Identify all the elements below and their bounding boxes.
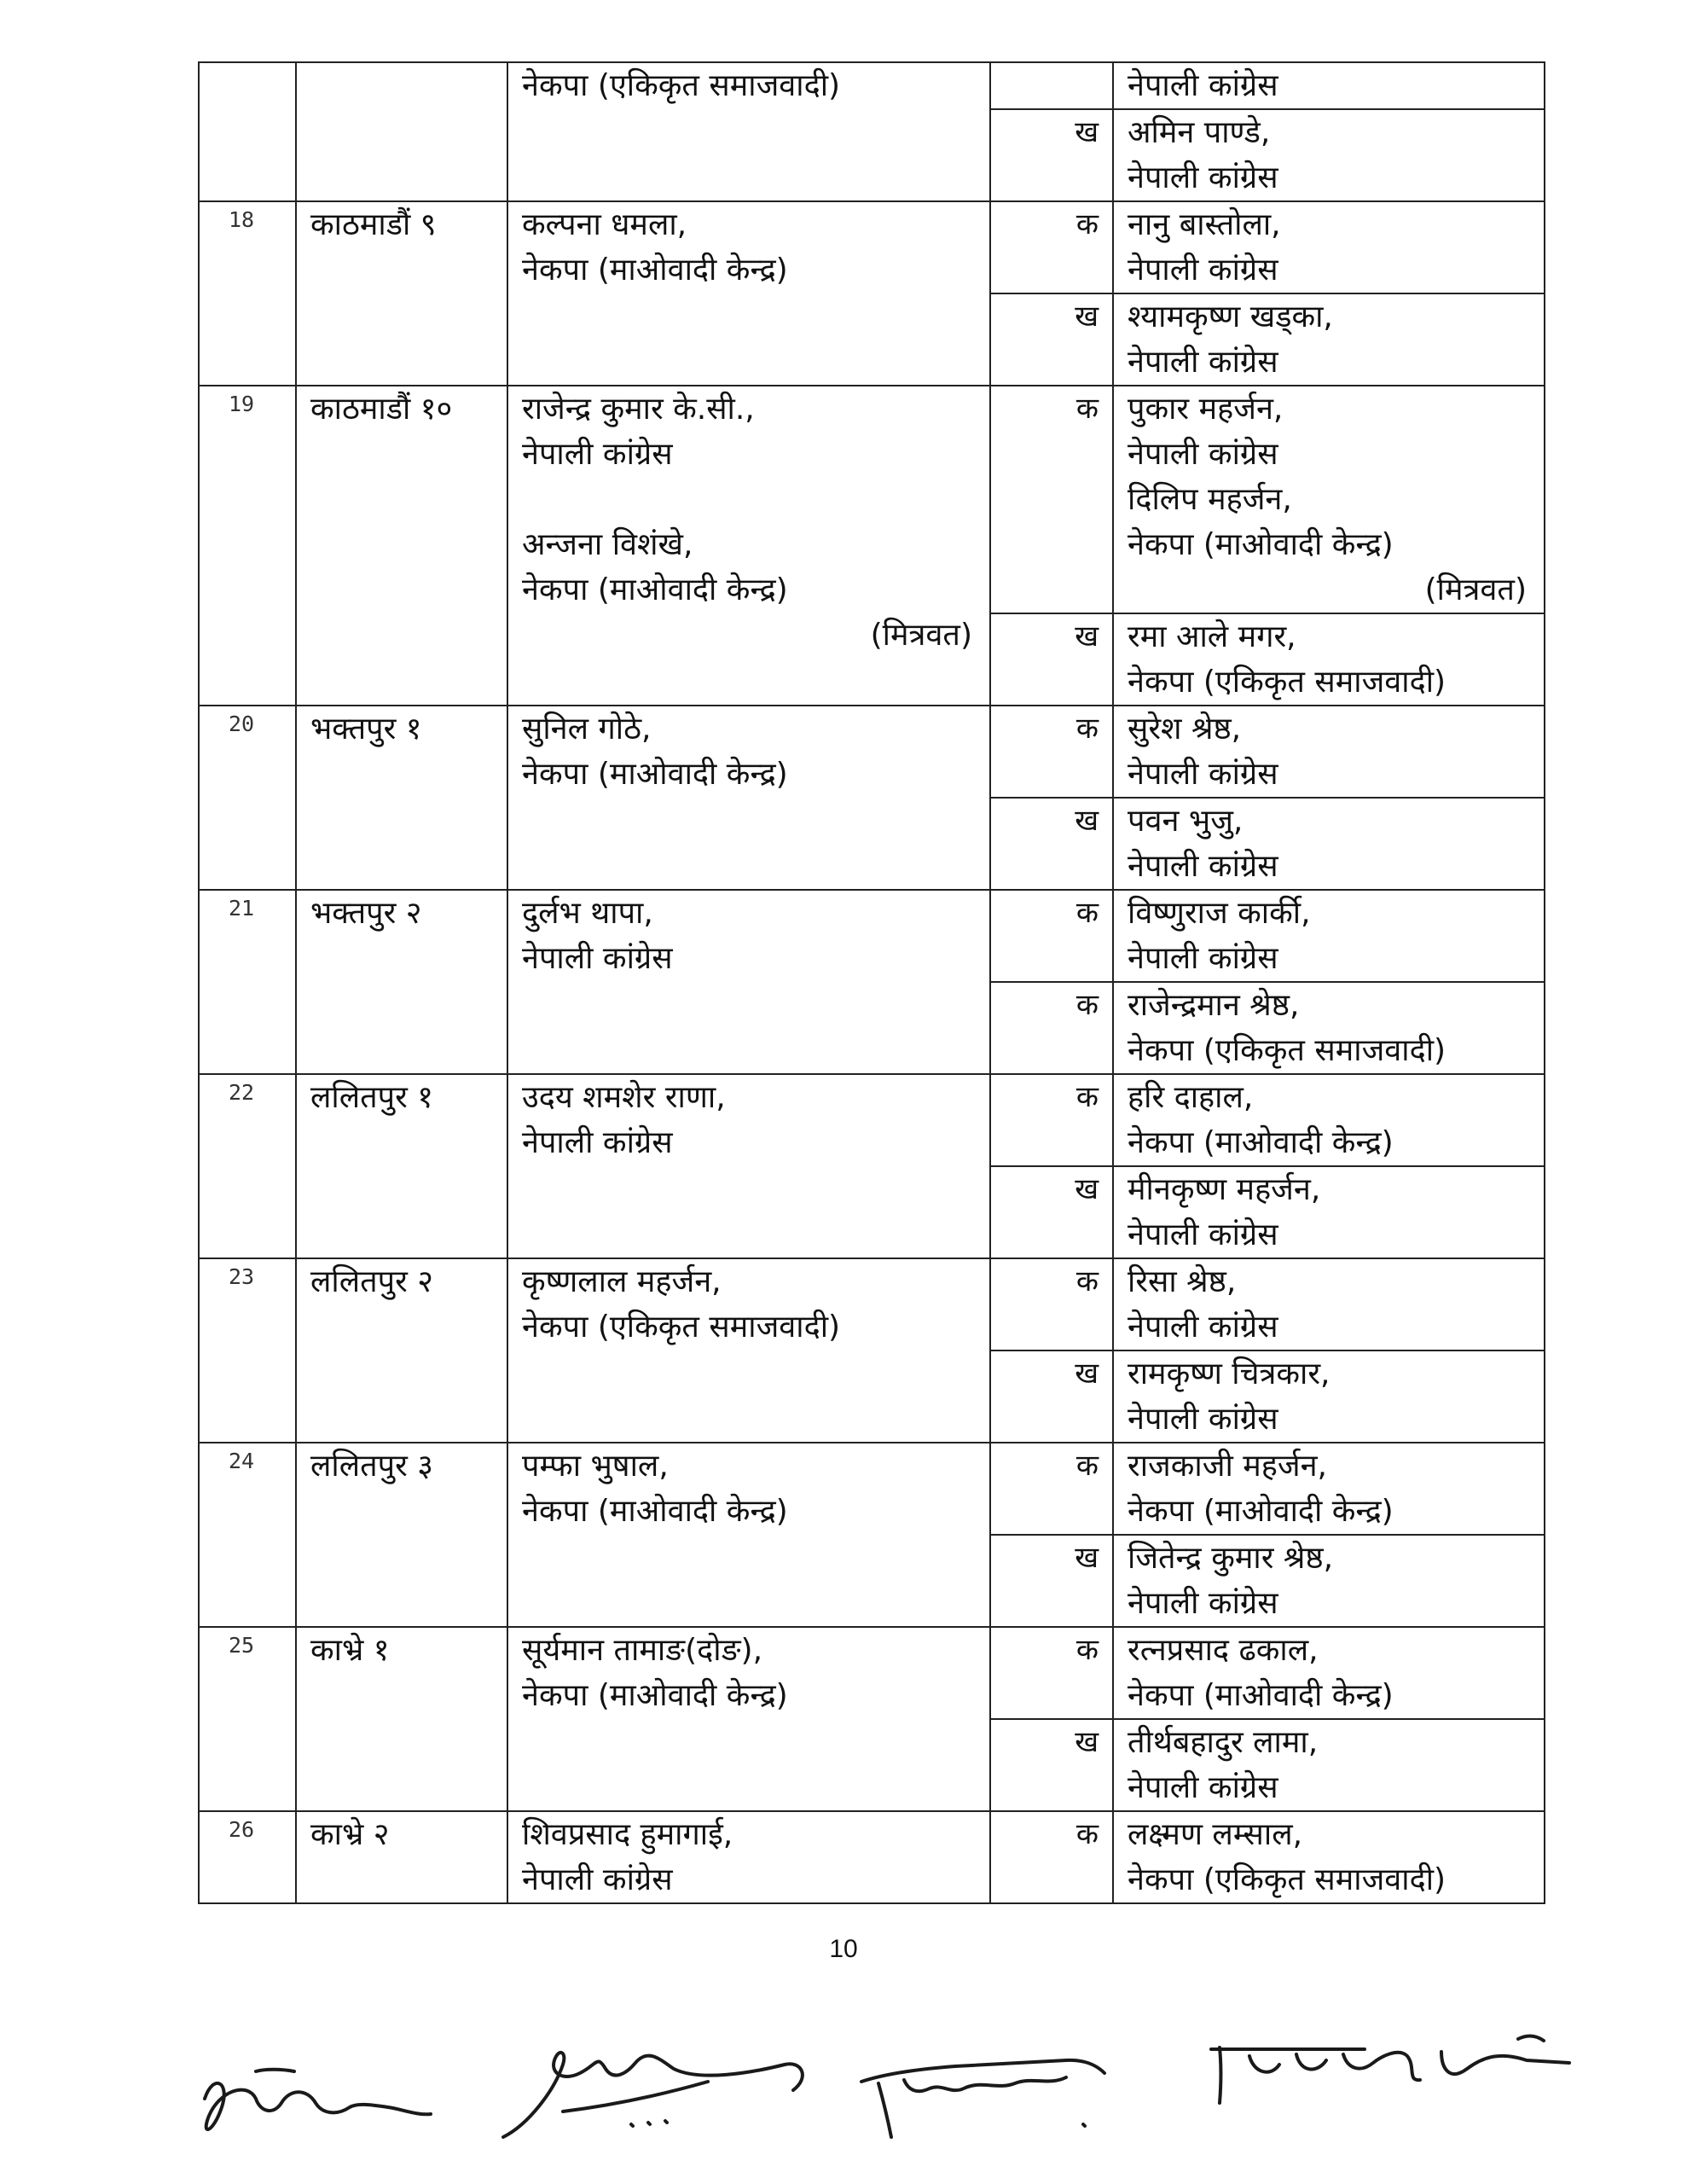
option-mark: क <box>990 1811 1113 1903</box>
option-line: नेकपा (एकिकृत समाजवादी) <box>1128 665 1446 700</box>
row-number: 21 <box>199 890 296 1074</box>
candidate-line: नेपाली कांग्रेस <box>522 1125 673 1160</box>
option-line: नेपाली कांग्रेस <box>1128 1217 1278 1252</box>
option-mark: क <box>990 386 1113 613</box>
option-line: नेपाली कांग्रेस <box>1128 1402 1278 1437</box>
option-line: नेपाली कांग्रेस <box>1128 1586 1278 1621</box>
option-cell <box>1113 109 1545 201</box>
option-mark: क <box>990 1074 1113 1166</box>
candidate-cell <box>507 1627 990 1811</box>
row-number: 25 <box>199 1627 296 1811</box>
candidate-cell <box>507 1258 990 1443</box>
row-number: 20 <box>199 706 296 890</box>
candidate-line: उदय शमशेर राणा, <box>522 1080 726 1115</box>
option-cell <box>1113 1443 1545 1535</box>
option-line: श्यामकृष्ण खड्का, <box>1128 299 1333 334</box>
constituency-name: भक्तपुर १ <box>296 706 507 890</box>
option-line: पवन भुजु, <box>1128 804 1244 839</box>
option-line: रिसा श्रेष्ठ, <box>1128 1264 1237 1299</box>
option-line: नेपाली कांग्रेस <box>1128 160 1278 195</box>
candidate-line: दुर्लभ थापा, <box>522 896 653 931</box>
option-line: राजेन्द्रमान श्रेष्ठ, <box>1128 988 1300 1023</box>
table-row <box>199 890 1545 982</box>
option-mark: ख <box>990 293 1113 386</box>
candidate-cell <box>507 1811 990 1903</box>
candidate-line: अन्जना विशंखे, <box>522 527 693 562</box>
option-line: नेपाली कांग्रेस <box>1128 1770 1278 1805</box>
option-line: नेपाली कांग्रेस <box>1128 849 1278 884</box>
option-line: नेकपा (माओवादी केन्द्र) <box>1128 1678 1394 1713</box>
option-mark: ख <box>990 1350 1113 1443</box>
candidate-line: पम्फा भुषाल, <box>522 1449 669 1484</box>
candidate-line: नेकपा (एकिकृत समाजवादी) <box>522 1310 841 1345</box>
candidate-line: कल्पना धमला, <box>522 207 687 242</box>
option-line: रमा आले मगर, <box>1128 619 1296 654</box>
row-number: 23 <box>199 1258 296 1443</box>
option-line: नेपाली कांग्रेस <box>1128 1310 1278 1345</box>
table-row <box>199 1811 1545 1903</box>
option-line: जितेन्द्र कुमार श्रेष्ठ, <box>1128 1541 1334 1576</box>
option-mark: क <box>990 1443 1113 1535</box>
candidate-line: सुनिल गोठे, <box>522 712 652 746</box>
option-cell <box>1113 613 1545 706</box>
option-line: नेपाली कांग्रेस <box>1128 941 1278 976</box>
option-mark: ख <box>990 1535 1113 1627</box>
option-line: नेकपा (एकिकृत समाजवादी) <box>1128 1033 1446 1068</box>
constituency-name: काठमाडौं १० <box>296 386 507 706</box>
row-number: 26 <box>199 1811 296 1903</box>
option-line: नेपाली कांग्रेस <box>1128 253 1278 288</box>
row-number: 22 <box>199 1074 296 1258</box>
candidate-line: नेकपा (माओवादी केन्द्र) <box>522 1678 788 1713</box>
candidate-cell <box>507 62 990 201</box>
option-line: तीर्थबहादुर लामा, <box>1128 1725 1319 1760</box>
candidate-line: नेकपा (माओवादी केन्द्र) <box>522 1494 788 1529</box>
row-number-cell <box>199 62 296 201</box>
option-line: नेकपा (माओवादी केन्द्र) <box>1128 1494 1394 1529</box>
option-cell <box>1113 1535 1545 1627</box>
constituency-name: ललितपुर ३ <box>296 1443 507 1627</box>
option-mark: ख <box>990 1166 1113 1258</box>
option-mark: ख <box>990 1719 1113 1811</box>
spacer <box>522 477 983 522</box>
candidate-line: कृष्णलाल महर्जन, <box>522 1264 722 1299</box>
option-cell <box>1113 1166 1545 1258</box>
constituency-name: ललितपुर १ <box>296 1074 507 1258</box>
option-line: हरि दाहाल, <box>1128 1080 1254 1115</box>
option-mark: ख <box>990 798 1113 890</box>
candidate-line: नेपाली कांग्रेस <box>522 437 673 472</box>
option-line: नानु बास्तोला, <box>1128 207 1281 242</box>
option-mark: क <box>990 890 1113 982</box>
candidate-cell <box>507 1074 990 1258</box>
option-cell <box>1113 798 1545 890</box>
option-cell <box>1113 706 1545 798</box>
constituency-name: भक्तपुर २ <box>296 890 507 1074</box>
option-cell <box>1113 293 1545 386</box>
candidate-line: नेपाली कांग्रेस <box>522 941 673 976</box>
table-row <box>199 1258 1545 1350</box>
table-row <box>199 62 1545 109</box>
constituency-name: काभ्रे २ <box>296 1811 507 1903</box>
option-line: दिलिप महर्जन, <box>1128 482 1292 517</box>
option-line: रामकृष्ण चित्रकार, <box>1128 1356 1330 1391</box>
row-number: 24 <box>199 1443 296 1627</box>
candidate-line: नेकपा (माओवादी केन्द्र) <box>522 757 788 792</box>
candidate-cell <box>507 1443 990 1627</box>
row-number: 19 <box>199 386 296 706</box>
page-number: 10 <box>829 1935 858 1963</box>
option-line: मीनकृष्ण महर्जन, <box>1128 1172 1321 1207</box>
option-mark: क <box>990 1627 1113 1719</box>
candidate-line: शिवप्रसाद हुमागाई, <box>522 1817 733 1852</box>
option-cell <box>1113 201 1545 293</box>
option-line: नेकपा (माओवादी केन्द्र) <box>1128 1125 1394 1160</box>
table-row <box>199 1627 1545 1719</box>
option-cell <box>1113 982 1545 1074</box>
candidate-line: नेपाली कांग्रेस <box>522 1862 673 1897</box>
candidate-line: नेकपा (एकिकृत समाजवादी) <box>522 68 841 103</box>
constituency-name: काभ्रे १ <box>296 1627 507 1811</box>
constituency-cell <box>296 62 507 201</box>
friendly-contest-note: (मित्रवत) <box>870 618 972 653</box>
option-line: विष्णुराज कार्की, <box>1128 896 1311 931</box>
candidate-cell <box>507 890 990 1074</box>
option-mark: ख <box>990 613 1113 706</box>
option-line: नेपाली कांग्रेस <box>1128 68 1278 103</box>
table-row <box>199 1074 1545 1166</box>
option-mark <box>990 62 1113 109</box>
option-line: नेपाली कांग्रेस <box>1128 757 1278 792</box>
table-row <box>199 201 1545 293</box>
option-mark: क <box>990 1258 1113 1350</box>
option-mark: क <box>990 706 1113 798</box>
option-mark: क <box>990 982 1113 1074</box>
option-line: रत्नप्रसाद ढकाल, <box>1128 1633 1319 1668</box>
option-cell <box>1113 1258 1545 1350</box>
candidate-line: नेकपा (माओवादी केन्द्र) <box>522 572 788 607</box>
option-line: नेपाली कांग्रेस <box>1128 345 1278 380</box>
signature-2 <box>503 2053 803 2137</box>
option-mark: ख <box>990 109 1113 201</box>
seat-sharing-table <box>198 61 1545 1904</box>
row-number: 18 <box>199 201 296 386</box>
signature-4 <box>1211 2036 1569 2103</box>
option-cell <box>1113 890 1545 982</box>
option-line: पुकार महर्जन, <box>1128 392 1284 427</box>
option-line: सुरेश श्रेष्ठ, <box>1128 712 1242 746</box>
option-cell <box>1113 386 1545 613</box>
candidate-line: राजेन्द्र कुमार के.सी., <box>522 392 755 427</box>
option-line: नेपाली कांग्रेस <box>1128 437 1278 472</box>
signature-1 <box>205 2070 431 2129</box>
candidate-line: नेकपा (माओवादी केन्द्र) <box>522 253 788 288</box>
signatures-block <box>0 1988 1687 2184</box>
friendly-contest-note: (मित्रवत) <box>1424 572 1527 607</box>
table-row <box>199 706 1545 798</box>
option-line: राजकाजी महर्जन, <box>1128 1449 1327 1484</box>
option-line: नेकपा (एकिकृत समाजवादी) <box>1128 1862 1446 1897</box>
signature-3 <box>861 2060 1104 2137</box>
table-row <box>199 1443 1545 1535</box>
constituency-name: ललितपुर २ <box>296 1258 507 1443</box>
option-line: अमिन पाण्डे, <box>1128 115 1271 150</box>
option-cell <box>1113 1627 1545 1719</box>
option-line: नेकपा (माओवादी केन्द्र) <box>1128 527 1394 562</box>
constituency-name: काठमाडौं ९ <box>296 201 507 386</box>
option-line: लक्ष्मण लम्साल, <box>1128 1817 1303 1852</box>
option-cell <box>1113 62 1545 109</box>
option-mark: क <box>990 201 1113 293</box>
option-cell <box>1113 1350 1545 1443</box>
candidate-line: सूर्यमान तामाङ(दोङ), <box>522 1633 763 1668</box>
table-row <box>199 386 1545 613</box>
candidate-cell <box>507 386 990 706</box>
option-cell <box>1113 1811 1545 1903</box>
candidate-cell <box>507 706 990 890</box>
option-cell <box>1113 1719 1545 1811</box>
candidate-cell <box>507 201 990 386</box>
option-cell <box>1113 1074 1545 1166</box>
